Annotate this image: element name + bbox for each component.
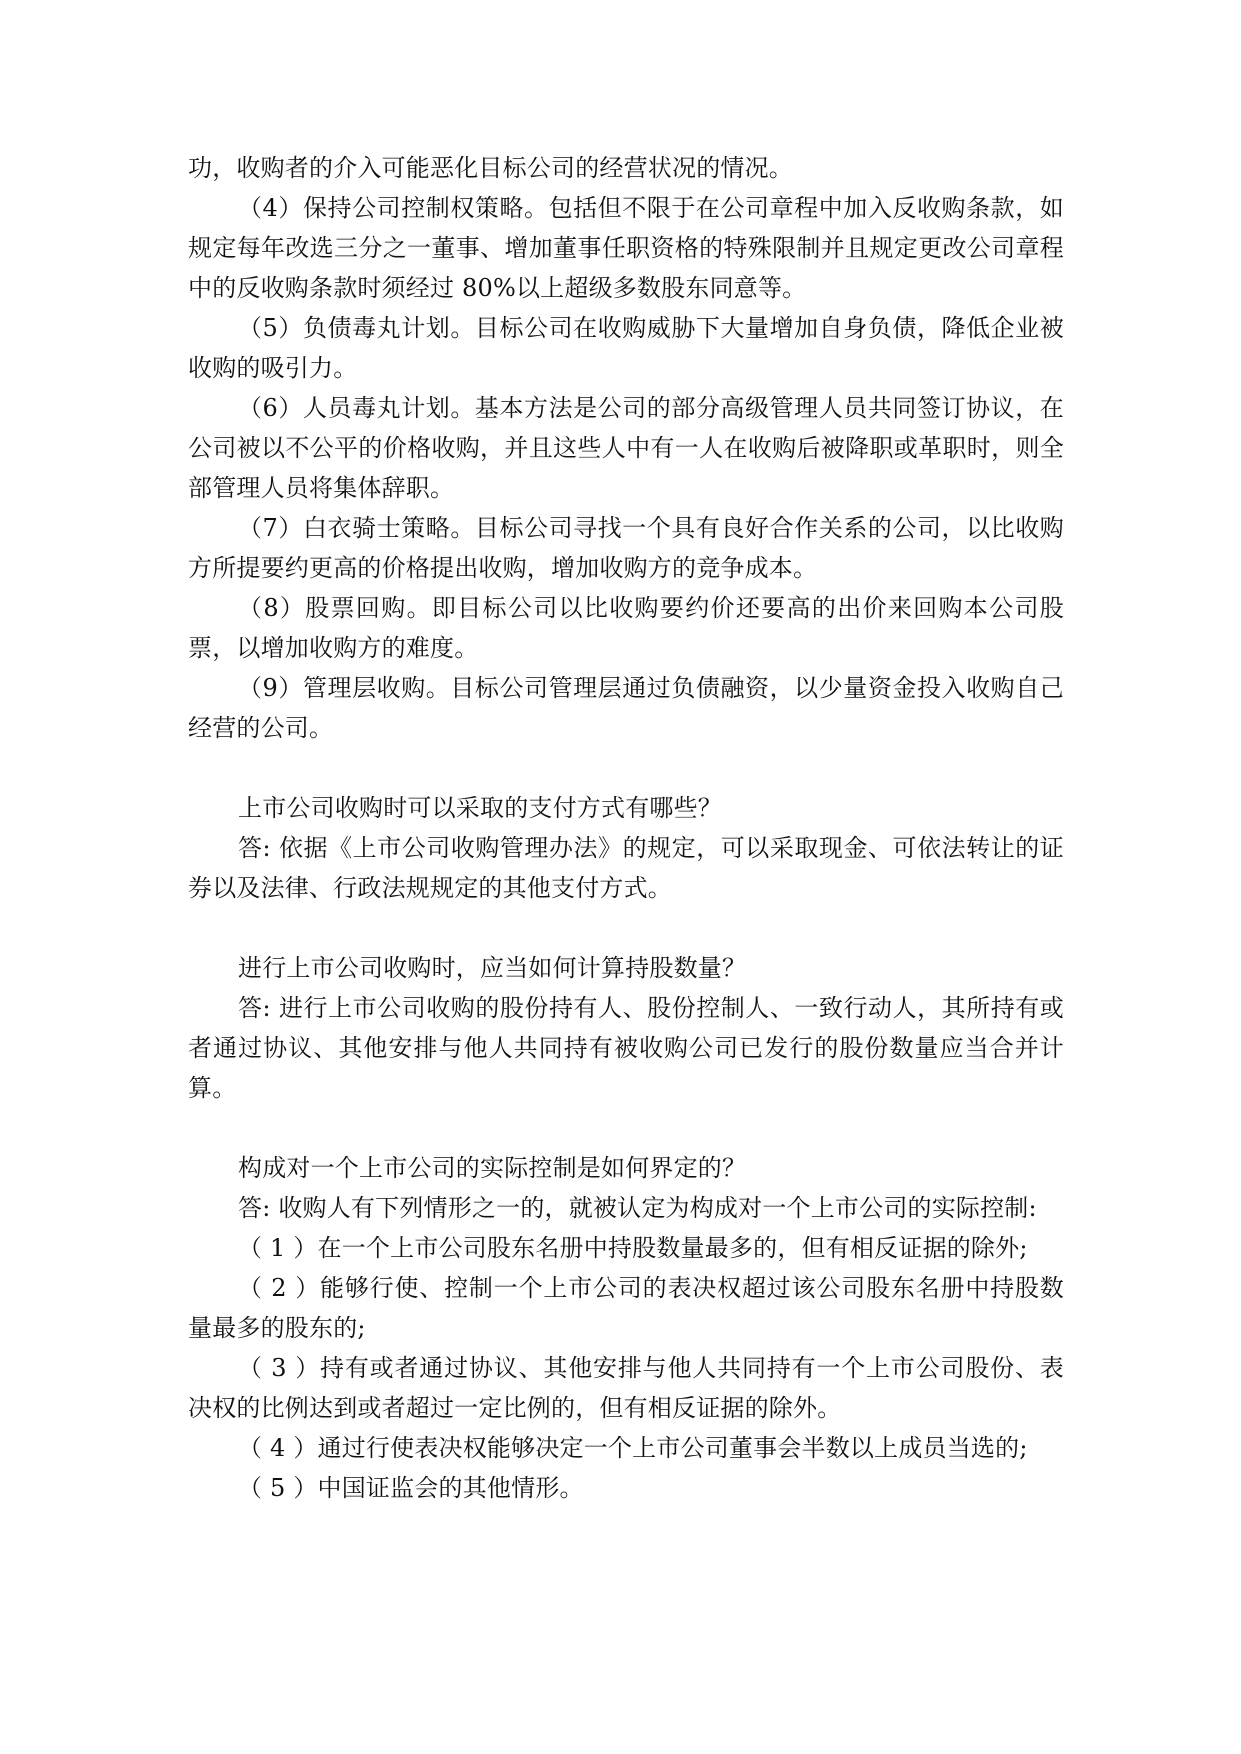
paragraph-continuation: 功，收购者的介入可能恶化目标公司的经营状况的情况。 <box>188 154 793 182</box>
question-shareholding-calc: 进行上市公司收购时，应当如何计算持股数量？ <box>238 954 747 982</box>
control-item-2: （ 2 ）能够行使、控制一个上市公司的表决权超过该公司股东名册中持股数量最多的股东的; <box>188 1274 1064 1342</box>
answer-payment-methods: 答: 依据《上市公司收购管理办法》的规定，可以采取现金、可依法转让的证券以及法律、行政法规规定的其他支付方式。 <box>188 834 1064 902</box>
paragraph-strategy-8: （8）股票回购。即目标公司以比收购要约价还要高的出价来回购本公司股票，以增加收购方的难度。 <box>188 594 1064 662</box>
paragraph-strategy-7: （7）白衣骑士策略。目标公司寻找一个具有良好合作关系的公司，以比收购方所提要约更高的价格提出收购，增加收购方的竞争成本。 <box>188 514 1064 582</box>
answer-shareholding-calc: 答: 进行上市公司收购的股份持有人、股份控制人、一致行动人，其所持有或者通过协议、其他安排与他人共同持有被收购公司已发行的股份数量应当合并计算。 <box>188 994 1064 1102</box>
section-gap <box>188 748 1064 788</box>
control-item-4: （ 4 ）通过行使表决权能够决定一个上市公司董事会半数以上成员当选的; <box>238 1434 1028 1462</box>
control-item-1: （ 1 ）在一个上市公司股东名册中持股数量最多的，但有相反证据的除外; <box>238 1234 1028 1262</box>
control-item-5: （ 5 ）中国证监会的其他情形。 <box>238 1474 584 1502</box>
paragraph-strategy-9: （9）管理层收购。目标公司管理层通过负债融资，以少量资金投入收购自己经营的公司。 <box>188 674 1064 742</box>
section-gap <box>188 908 1064 948</box>
question-payment-methods: 上市公司收购时可以采取的支付方式有哪些？ <box>238 794 722 822</box>
paragraph-strategy-5: （5）负债毒丸计划。目标公司在收购威胁下大量增加自身负债，降低企业被收购的吸引力。 <box>188 314 1064 382</box>
section-gap <box>188 1108 1064 1148</box>
question-actual-control: 构成对一个上市公司的实际控制是如何界定的？ <box>238 1154 747 1182</box>
paragraph-strategy-6: （6）人员毒丸计划。基本方法是公司的部分高级管理人员共同签订协议，在公司被以不公平的价格收购，并且这些人中有一人在收购后被降职或革职时，则全部管理人员将集体辞职。 <box>188 394 1064 502</box>
paragraph-strategy-4: （4）保持公司控制权策略。包括但不限于在公司章程中加入反收购条款，如规定每年改选三分之一董事、增加董事任职资格的特殊限制并且规定更改公司章程中的反收购条款时须经过 80%以上超级多数股东同意等。 <box>188 194 1064 302</box>
document-body <box>188 148 1064 1508</box>
answer-actual-control: 答: 收购人有下列情形之一的，就被认定为构成对一个上市公司的实际控制: <box>238 1194 1037 1222</box>
control-item-3: （ 3 ）持有或者通过协议、其他安排与他人共同持有一个上市公司股份、表决权的比例达到或者超过一定比例的，但有相反证据的除外。 <box>188 1354 1064 1422</box>
